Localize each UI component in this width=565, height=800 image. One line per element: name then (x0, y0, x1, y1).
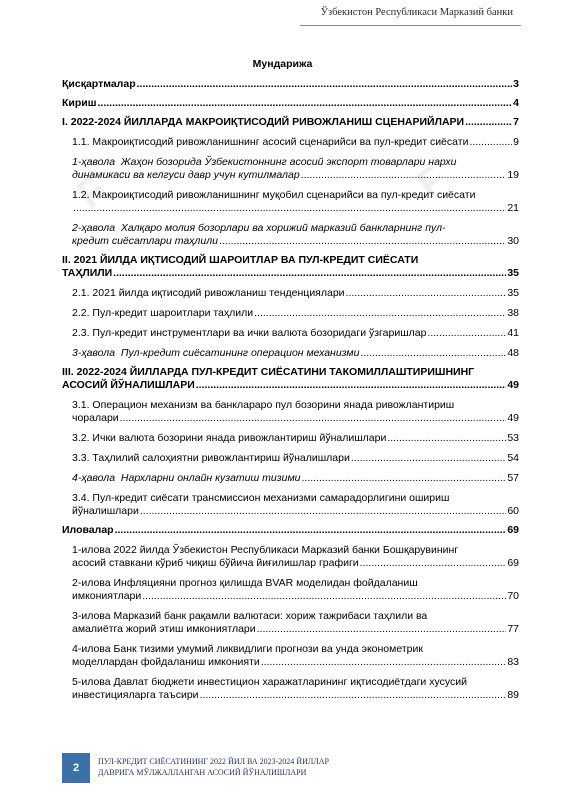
toc-entry-text: кредит сиёсатлари таҳлили (72, 235, 218, 247)
toc-page-number: 70 (507, 590, 519, 602)
toc-subsection[interactable] (62, 492, 519, 518)
leader-dots (137, 78, 513, 91)
toc-page-number: 21 (507, 202, 519, 214)
toc-page-number: 89 (507, 689, 519, 701)
toc-entry-text: 3.3. Таҳлилий салоҳиятни ривожлантириш йўналишлари (72, 452, 350, 464)
toc-entry-text: 1-илова 2022 йилда Ўзбекистон Республикаси Марказий банки Бошқарувининг (72, 544, 459, 556)
toc-section[interactable] (62, 254, 519, 280)
toc-entry-text: асосий ставкани кўриб чиқиш бўйича йиғилишлар графиги (72, 557, 359, 569)
toc-entry-text: III. 2022-2024 ЙИЛЛАРДА ПУЛ-КРЕДИТ СИЁСАТИНИ ТАКОМИЛЛАШТИРИШНИНГ (62, 366, 475, 378)
footer-line-2: ДАВРИГА МЎЛЖАЛЛАНГАН АСОСИЙ ЙЎНАЛИШЛАРИ (98, 768, 307, 777)
toc-entry-text: ТАҲЛИЛИ (62, 267, 113, 279)
toc-subsection[interactable] (62, 307, 519, 320)
leader-dots (120, 412, 507, 425)
toc-page-number: 19 (507, 169, 519, 181)
toc-label: 1-ҳавола (72, 156, 116, 168)
toc-page-number: 41 (507, 327, 519, 339)
toc-subsection[interactable] (62, 577, 519, 603)
table-of-contents (62, 78, 519, 702)
toc-page-number: 83 (507, 656, 519, 668)
toc-entry-text: Халқаро молия бозорлари ва хорижий марказий банкларнинг пул- (120, 222, 446, 234)
toc-entry-text: 2-илова Инфляцияни прогноз қилишда BVAR моделидан фойдаланиш (72, 577, 418, 589)
toc-entry-text: имкониятлари (72, 590, 142, 602)
leader-dots (257, 623, 507, 636)
toc-entry-text: 2.1. 2021 йилда иқтисодий ривожланиш тенденциялари (72, 287, 345, 299)
toc-page-number: 53 (507, 432, 519, 444)
toc-section[interactable] (62, 366, 519, 392)
leader-dots (219, 235, 506, 248)
leader-dots (113, 267, 506, 280)
toc-page-number: 69 (507, 557, 519, 569)
toc-page-number: 9 (513, 136, 519, 148)
toc-section[interactable] (62, 524, 519, 537)
toc-subsection[interactable] (62, 156, 519, 182)
leader-dots (427, 327, 506, 340)
toc-entry-text: амалиётга жорий этиш имкониятлари (72, 623, 256, 635)
toc-page-number: 7 (513, 116, 519, 128)
leader-dots (140, 505, 506, 518)
toc-section[interactable] (62, 78, 519, 91)
leader-dots (301, 472, 506, 485)
toc-page-number: 69 (507, 524, 519, 536)
toc-page-number: 49 (507, 412, 519, 424)
toc-entry-text: 1.1. Макроиқтисодий ривожланишнинг асосий сценарийси ва пул-кредит сиёсати (72, 136, 469, 148)
footer-line-1: ПУЛ-КРЕДИТ СИЁСАТИНИНГ 2022 ЙИЛ ВА 2023-2024 ЙИЛЛАР (98, 757, 329, 766)
toc-entry-text: 3.4. Пул-кредит сиёсати трансмиссион механизми самарадорлигини ошириш (72, 492, 450, 504)
toc-entry-text: 1.2. Макроиқтисодий ривожланишнинг муқобил сценарийси ва пул-кредит сиёсати (72, 189, 476, 201)
leader-dots (346, 287, 507, 300)
toc-entry-text: динамикаси ва келгуси давр учун кутилмалар (72, 169, 300, 181)
leader-dots (301, 169, 507, 182)
toc-entry-text: 2.2. Пул-кредит шароитлари таҳлили (72, 307, 254, 319)
toc-page-number: 30 (507, 235, 519, 247)
toc-subsection[interactable] (62, 399, 519, 425)
toc-entry-text: Кириш (62, 97, 97, 109)
toc-entry-text: моделлардан фойдаланиш имконияти (72, 656, 260, 668)
toc-subsection[interactable] (62, 610, 519, 636)
toc-subsection[interactable] (62, 676, 519, 702)
leader-dots (465, 116, 512, 129)
toc-entry-text: 2.3. Пул-кредит инструментлари ва ички валюта бозоридаги ўзгаришлар (72, 327, 427, 339)
toc-title: Мундарижа (252, 58, 313, 70)
leader-dots (196, 379, 507, 392)
toc-entry-text: Иловалар (62, 524, 114, 536)
toc-entry-text: Жаҳон бозорида Ўзбекистоннинг асосий экспорт товарлари нархи (120, 156, 457, 168)
leader-dots (469, 136, 512, 149)
toc-subsection[interactable] (62, 472, 519, 485)
toc-entry-text: Нархларни онлайн кузатиш тизими (120, 472, 301, 484)
toc-page-number: 77 (507, 623, 519, 635)
toc-page-number: 48 (507, 347, 519, 359)
toc-label: 3-ҳавола (72, 347, 116, 359)
toc-page-number: 3 (513, 78, 519, 90)
leader-dots (351, 452, 506, 465)
toc-subsection[interactable] (62, 432, 519, 445)
header-rule (300, 25, 521, 26)
leader-dots (360, 557, 507, 570)
toc-page-number: 57 (507, 472, 519, 484)
toc-entry-text: II. 2021 ЙИЛДА ИҚТИСОДИЙ ШАРОИТЛАР ВА ПУЛ-КРЕДИТ СИЁСАТИ (62, 254, 419, 266)
toc-subsection[interactable] (62, 643, 519, 669)
footer-title (98, 756, 428, 778)
toc-entry-text: I. 2022-2024 ЙИЛЛАРДА МАКРОИҚТИСОДИЙ РИВОЖЛАНИШ СЦЕНАРИЙЛАРИ (62, 116, 465, 128)
leader-dots (200, 689, 507, 702)
toc-entry-text: 4-илова Банк тизими умумий ликвидлиги прогнози ва унда эконометрик (72, 643, 423, 655)
toc-subsection[interactable] (62, 287, 519, 300)
toc-subsection[interactable] (62, 189, 519, 215)
toc-label: 2-ҳавола (72, 222, 116, 234)
toc-entry-text: АСОСИЙ ЙЎНАЛИШЛАРИ (62, 379, 195, 391)
toc-section[interactable] (62, 116, 519, 129)
toc-section[interactable] (62, 97, 519, 110)
page-header (0, 0, 565, 28)
toc-subsection[interactable] (62, 222, 519, 248)
toc-entry-text: 3.2. Ички валюта бозорини янада ривожлантириш йўналишлари (72, 432, 387, 444)
leader-dots (115, 524, 507, 537)
toc-label: 4-ҳавола (72, 472, 116, 484)
leader-dots (261, 656, 507, 669)
toc-subsection[interactable] (62, 544, 519, 570)
toc-entry-text: 3-илова Марказий банк рақамли валютаси: хориж тажрибаси таҳлили ва (72, 610, 428, 622)
page-footer (62, 753, 522, 783)
toc-page-number: 60 (507, 505, 519, 517)
leader-dots (254, 307, 506, 320)
watermark: F (69, 167, 115, 218)
toc-entry-text: Пул-кредит сиёсатининг операцион механизми (120, 347, 360, 359)
leader-dots (360, 347, 506, 360)
toc-entry-text: 3.1. Операцион механизм ва банклараро пул бозорини янада ривожлантириш (72, 399, 455, 411)
toc-page-number: 49 (507, 379, 519, 391)
toc-entry-text: йўналишлари (72, 505, 139, 517)
leader-dots (387, 432, 506, 445)
watermark: F (409, 157, 455, 208)
toc-entry-text: Қисқартмалар (62, 78, 136, 90)
toc-page-number: 54 (507, 452, 519, 464)
leader-dots (142, 590, 506, 603)
toc-page-number: 4 (513, 97, 519, 109)
toc-entry-text: инвестицияларга таъсири (72, 689, 199, 701)
toc-page-number: 38 (507, 307, 519, 319)
toc-subsection[interactable] (62, 327, 519, 340)
page-number-badge: 2 (62, 753, 90, 783)
toc-entry-text: 5-илова Давлат бюджети инвестицион харажатларининг иқтисодиётдаги хусусий (72, 676, 467, 688)
toc-entry-text: чоралари (72, 412, 119, 424)
toc-subsection[interactable] (62, 347, 519, 360)
leader-dots (73, 202, 506, 215)
toc-page-number: 35 (507, 267, 519, 279)
toc-page-number: 35 (507, 287, 519, 299)
toc-subsection[interactable] (62, 452, 519, 465)
leader-dots (97, 97, 512, 110)
header-title: Ўзбекистон Республикаси Марказий банки (320, 7, 513, 18)
toc-subsection[interactable] (62, 136, 519, 149)
